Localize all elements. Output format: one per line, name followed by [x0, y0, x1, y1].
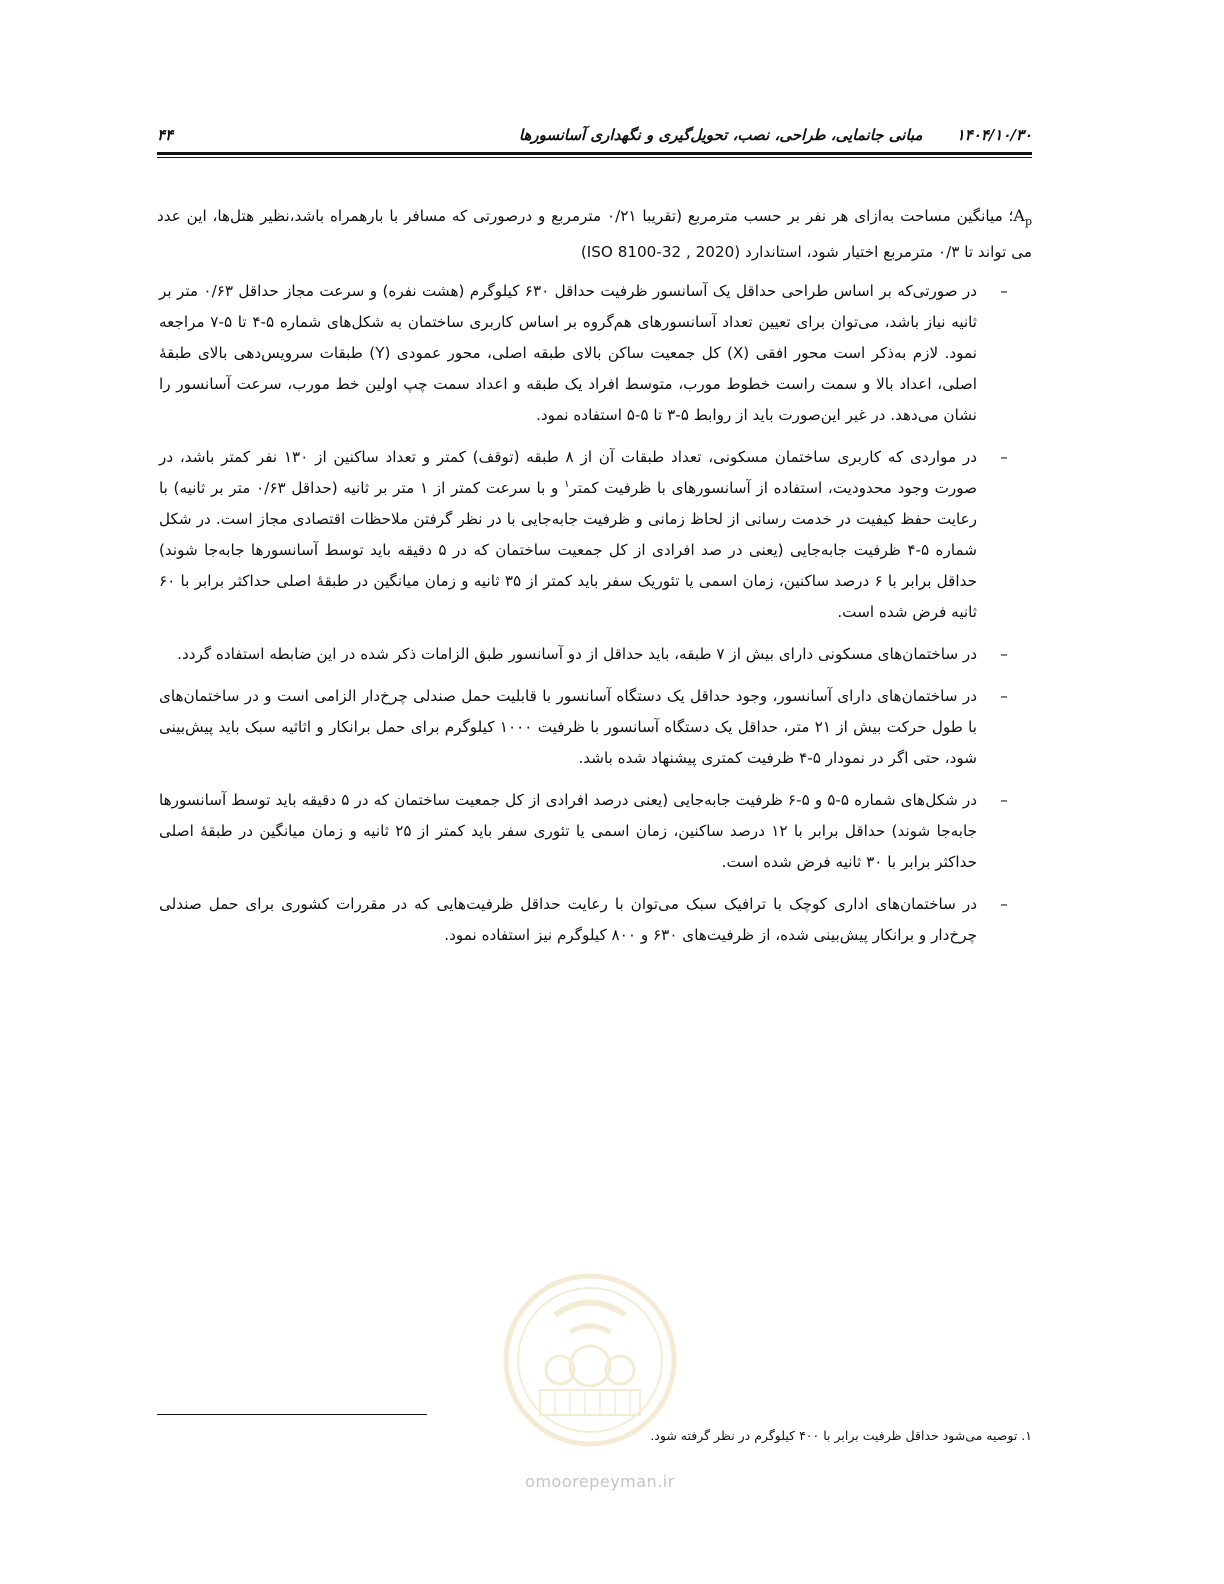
book-title: مبانی جانمایی، طراحی، نصب، تحویل‌گیری و نگهداری آسانسورها — [518, 126, 923, 144]
dash-bullet-icon: – — [1000, 895, 1008, 914]
bullet-list — [157, 276, 1032, 951]
footnote-rule — [157, 1414, 427, 1415]
list-item-text: و با سرعت کمتر از ۱ متر بر ثانیه (حداقل ۰/۶۳ متر بر ثانیه) با رعایت حفظ کیفیت در خدمت رسانی از لحاظ زمانی و ظرفیت جابه‌جایی با در نظر گرفتن ملاحظات اقتصادی مجاز است. در شکل شماره ۵-۴ ظرفیت جابه‌جایی (یعنی در صد افرادی از کل جمعیت ساختمان که در ۵ دقیقه باید توسط آسانسورها جابه‌جا شوند) حداقل برابر با ۶ درصد ساکنین، زمان اسمی یا تئوریک سفر باید کمتر از ۳۵ ثانیه و زمان میانگین در طبقهٔ اصلی حداکثر برابر با ۶۰ ثانیه فرض شده است. — [159, 479, 978, 622]
ap-symbol — [1013, 206, 1032, 229]
footnote: ۱. توصیه می‌شود حداقل ظرفیت برابر با ۴۰۰ کیلوگرم در نظر گرفته شود. — [650, 1428, 1032, 1443]
dash-bullet-icon: – — [1000, 687, 1008, 706]
ap-symbol-subscript: p — [1024, 215, 1032, 229]
dash-bullet-icon: – — [1000, 448, 1008, 467]
list-item-text: در مواردی که کاربری ساختمان مسکونی، تعداد طبقات آن از ۸ طبقه (توقف) کمتر و تعداد ساکنین از ۱۳۰ نفر کمتر باشد، در صورت وجود محدودیت، استفاده از آسانسورهای با ظرفیت کمتر — [159, 448, 978, 498]
header-rule-thick — [157, 152, 1032, 155]
intro-paragraph — [157, 200, 1032, 268]
header-title-group — [519, 126, 1032, 144]
watermark-label: omoorepeyman.ir — [525, 1472, 675, 1491]
list-item — [157, 681, 1032, 774]
list-item-text: در ساختمان‌های اداری کوچک با ترافیک سبک می‌توان با رعایت حداقل ظرفیت‌هایی که در مقررات کشوری برای حمل صندلی چرخ‌دار و برانکار پیش‌بینی شده، از ظرفیت‌های ۶۳۰ و ۸۰۰ کیلوگرم نیز استفاده نمود. — [159, 895, 977, 945]
list-item — [157, 276, 1032, 431]
running-header — [157, 120, 1032, 150]
seal-logo-icon — [500, 1270, 680, 1450]
footnote-reference[interactable]: ۱ — [564, 479, 570, 491]
page-number: ۴۴ — [157, 126, 174, 144]
list-item — [157, 639, 1032, 670]
list-item — [157, 889, 1032, 951]
list-item-text: در ساختمان‌های دارای آسانسور، وجود حداقل یک دستگاه آسانسور با قابلیت حمل صندلی چرخ‌دار الزامی است و در ساختمان‌های با طول حرکت بیش از ۲۱ متر، حداقل یک دستگاه آسانسور با ظرفیت ۱۰۰۰ کیلوگرم برای حمل برانکار و اثاثیه سبک باید پیش‌بینی شود، حتی اگر در نمودار ۵-۴ ظرفیت کمتری پیشنهاد شده باشد. — [159, 687, 978, 768]
header-rule-thin — [157, 157, 1032, 158]
list-item — [157, 442, 1032, 628]
dash-bullet-icon: – — [1000, 645, 1008, 664]
list-item-text: در شکل‌های شماره ۵-۵ و ۵-۶ ظرفیت جابه‌جایی (یعنی درصد افرادی از کل جمعیت ساختمان که در ۵ دقیقه باید توسط آسانسورها جابه‌جا شوند) حداقل برابر با ۱۲ درصد ساکنین، زمان اسمی یا تئوری سفر باید کمتر از ۲۵ ثانیه و زمان میانگین در طبقهٔ اصلی حداکثر برابر با ۳۰ ثانیه فرض شده است. — [159, 791, 977, 872]
header-date: ۱۴۰۴/۱۰/۳۰ — [956, 126, 1032, 144]
dash-bullet-icon: – — [1000, 282, 1008, 301]
list-item-text: در ساختمان‌های مسکونی دارای بیش از ۷ طبقه، باید حداقل از دو آسانسور طبق الزامات ذکر شده در این ضابطه استفاده گردد. — [177, 645, 977, 664]
intro-text: ؛ میانگین مساحت به‌ازای هر نفر بر حسب مترمربع (تقریبا ۰/۲۱ مترمربع و درصورتی که مسافر با بارهمراه باشد،نظیر هتل‌ها، این عدد می تواند تا ۰/۳ مترمربع اختیار شود، استاندارد (ISO 8100-32 , 2020) — [157, 207, 1032, 262]
body-text — [157, 200, 1032, 962]
dash-bullet-icon: – — [1000, 791, 1008, 810]
list-item-text: در صورتی‌که بر اساس طراحی حداقل یک آسانسور ظرفیت حداقل ۶۳۰ کیلوگرم (هشت نفره) و سرعت مجاز حداقل ۰/۶۳ متر بر ثانیه نیاز باشد، می‌توان برای تعیین تعداد آسانسورهای هم‌گروه بر اساس کاربری ساختمان به شکل‌های شماره ۵-۴ تا ۵-۷ مراجعه نمود. لازم به‌ذکر است محور افقی (X) کل جمعیت ساکن بالای طبقه اصلی، محور عمودی (Y) طبقات سرویس‌دهی بالای طبقهٔ اصلی، اعداد بالا و سمت راست خطوط مورب، متوسط افراد یک طبقه و اعداد سمت چپ اولین خط مورب، سرعت آسانسور را نشان می‌دهد. در غیر این‌صورت باید از روابط ۵-۳ تا ۵-۵ استفاده نمود. — [159, 282, 978, 425]
watermark-text — [500, 1472, 700, 1491]
ap-symbol-letter: A — [1013, 206, 1025, 225]
list-item — [157, 785, 1032, 878]
